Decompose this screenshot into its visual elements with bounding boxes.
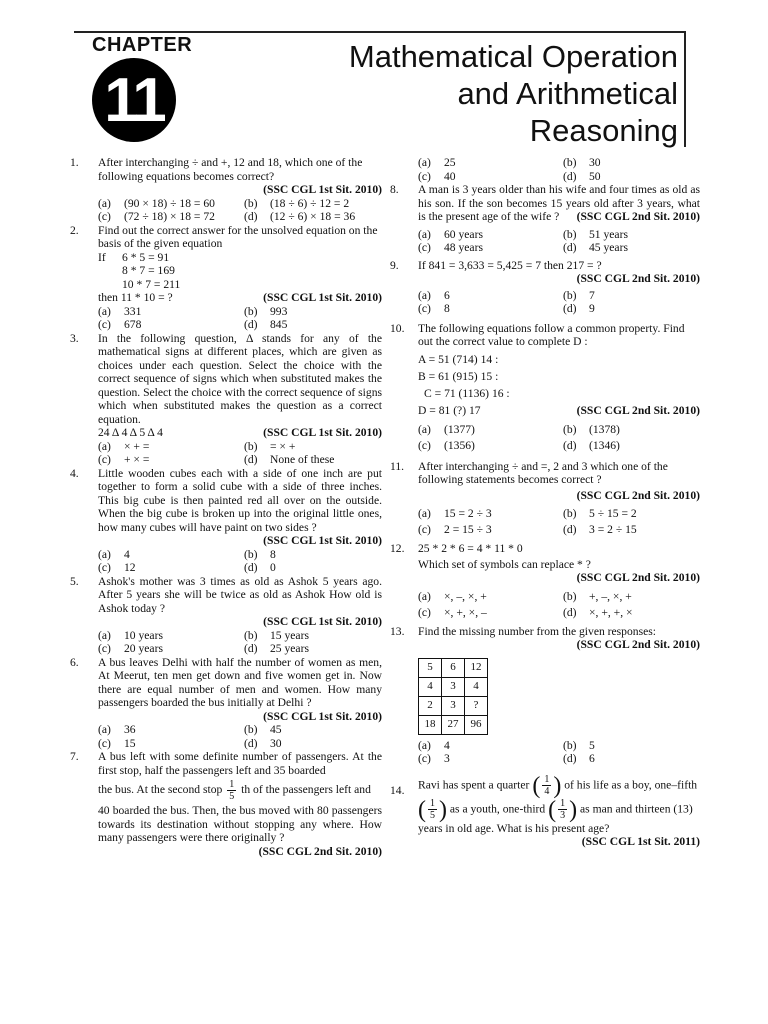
question-1 xyxy=(70,156,382,224)
question-text: A bus leaves Delhi with half the number of women as men, At Meerut, ten men get down and five women get in. Now there are equal number of men and women. How many passengers boarded the bus initially at Delhi ? xyxy=(98,655,382,709)
question-number: 14. xyxy=(390,783,405,797)
question-source: (SSC CGL 1st Sit. 2010) xyxy=(263,426,382,439)
option-a: (a) × + = xyxy=(98,439,150,453)
question-text: If 841 = 3,633 = 5,425 = 7 then 217 = ? xyxy=(418,258,602,272)
then-line xyxy=(98,291,382,305)
option-a: (a) 331 xyxy=(98,304,142,318)
options xyxy=(98,197,382,224)
option-d: (d) 845 xyxy=(244,318,288,331)
then-text: then 11 * 10 = ? xyxy=(98,291,173,304)
option-c: (c) (72 ÷ 18) × 18 = 72 xyxy=(98,210,215,223)
question-source: (SSC CGL 1st Sit. 2010) xyxy=(263,183,382,196)
option-c: (c) 20 years xyxy=(98,642,163,655)
option-d: (d) None of these xyxy=(244,453,335,466)
options xyxy=(418,739,700,766)
option-a: (a) (90 × 18) ÷ 18 = 60 xyxy=(98,196,215,210)
question-9 xyxy=(390,259,700,316)
equation-2: 8 * 7 = 169 xyxy=(122,264,175,277)
option-d: (d) 50 xyxy=(563,169,601,183)
fraction: $\frac{1}{5}$ xyxy=(229,779,235,802)
title-line-3: Reasoning xyxy=(529,113,678,148)
fraction-fifth: $\frac{1}{5}$ xyxy=(430,798,435,821)
options xyxy=(418,589,700,621)
question-12 xyxy=(390,542,700,621)
option-c: (c) 2 = 15 ÷ 3 xyxy=(418,523,492,536)
question-source: (SSC CGL 2nd Sit. 2010) xyxy=(576,488,700,502)
option-c: (c) (1356) xyxy=(418,438,475,452)
option-c: (c) 15 xyxy=(98,736,136,750)
question-text-1: A bus left with some definite number of passengers. At the first stop, half the passengers left and 35 boarded xyxy=(98,750,382,777)
grid-row: 4 3 4 xyxy=(419,677,488,696)
option-a: (a) 4 xyxy=(98,547,130,561)
question-7-options xyxy=(390,156,700,183)
question-number: 2. xyxy=(70,223,79,237)
equation-a: A = 51 (714) 14 : xyxy=(418,352,499,366)
options xyxy=(98,723,382,750)
chapter-title xyxy=(349,38,678,149)
chapter-label: CHAPTER xyxy=(92,34,193,56)
options xyxy=(418,422,700,454)
question-expression: 25 * 2 * 6 = 4 * 11 * 0 xyxy=(418,542,523,555)
question-text: Find out the correct answer for the unsolved equation on the basis of the given equation xyxy=(98,223,378,250)
question-text: After interchanging ÷ and +, 12 and 18, which one of the following equations becomes correct? xyxy=(98,156,363,183)
question-number: 11. xyxy=(390,459,405,473)
question-text: After interchanging ÷ and =, 2 and 3 which one of the following statements becomes correct ? xyxy=(418,459,668,486)
option-c: (c) 48 years xyxy=(418,241,483,254)
option-b: (b) 30 xyxy=(563,156,601,169)
grid-row: 5 6 12 xyxy=(419,658,488,677)
option-a: (a) 60 years xyxy=(418,227,483,241)
equation-block xyxy=(98,251,382,292)
question-text-2: the bus. At the second stop $\frac{1}{5}$ th of the passengers left and xyxy=(98,779,371,802)
fraction-third: $\frac{1}{3}$ xyxy=(560,798,566,821)
expression-line xyxy=(98,426,382,440)
header-top-rule xyxy=(74,31,686,33)
question-number: 4. xyxy=(70,466,79,480)
question-8 xyxy=(390,183,700,255)
title-line-1: Mathematical Operation xyxy=(348,39,678,74)
option-a: (a) (1377) xyxy=(418,422,475,436)
question-source: (SSC CGL 1st Sit. 2010) xyxy=(263,615,382,628)
chapter-number: 11 xyxy=(104,65,164,135)
option-b: (b) = × + xyxy=(244,439,296,453)
question-source: (SSC CGL 1st Sit. 2010) xyxy=(263,709,382,723)
question-source: (SSC CGL 2nd Sit. 2010) xyxy=(576,210,700,223)
equation-block xyxy=(418,351,700,419)
question-source: (SSC CGL 2nd Sit. 2010) xyxy=(576,272,700,285)
option-d: (d) 6 xyxy=(563,752,595,765)
question-line-1: Ravi has spent a quarter ( $\frac{1}{4}$ ) of his life as a boy, one–fifth xyxy=(418,772,698,799)
option-c: (c) 12 xyxy=(98,561,136,574)
question-source: (SSC CGL 1st Sit. 2011) xyxy=(581,835,700,848)
number-grid xyxy=(418,658,488,735)
question-number: 7. xyxy=(70,750,79,763)
option-d: (d) 45 years xyxy=(563,241,628,254)
expression: 24 Δ 4 Δ 5 Δ 4 xyxy=(98,426,163,439)
equation-3: 10 * 7 = 211 xyxy=(122,277,181,291)
question-text: In the following question, Δ stands for any of the mathematical signs at different places, which are given as choices under each question. Select the choice with the correct sequence of signs which when substituted makes the question. Select the choice with the correct sequence of signs which when substituted makes the question as a correct equation. xyxy=(98,331,382,426)
option-d: (d) 0 xyxy=(244,561,276,574)
question-source: (SSC CGL 2nd Sit. 2010) xyxy=(576,403,700,417)
question-number: 5. xyxy=(70,574,79,588)
question-text-3: 40 boarded the bus. Then, the bus moved with 80 passengers towards its destination without stopping any where. How many passengers were there originally ? xyxy=(98,804,382,844)
options xyxy=(98,629,382,656)
option-b: (b) 993 xyxy=(244,304,288,318)
equation-d-line xyxy=(418,402,700,419)
options xyxy=(418,156,700,183)
option-b: (b) (1378) xyxy=(563,422,620,436)
question-text: Ashok's mother was 3 times as old as Ashok 5 years ago. After 5 years she will be twice as old as Ashok How old is Ashok today ? xyxy=(98,574,382,615)
option-a: (a) ×, –, ×, + xyxy=(418,589,487,603)
options xyxy=(418,289,700,316)
question-13 xyxy=(390,625,700,766)
question-number: 9. xyxy=(390,258,399,272)
option-d: (d) 3 = 2 ÷ 15 xyxy=(563,523,637,536)
option-b: (b) +, –, ×, + xyxy=(563,589,632,603)
grid-row: 2 3 ? xyxy=(419,696,488,715)
question-number: 6. xyxy=(70,655,79,669)
option-b: (b) 5 xyxy=(563,738,595,752)
right-column xyxy=(390,156,700,849)
question-4 xyxy=(70,467,382,575)
question-source: (SSC CGL 1st Sit. 2010) xyxy=(263,291,382,304)
question-11 xyxy=(390,460,700,539)
option-d: (d) 9 xyxy=(563,302,595,315)
option-a: (a) 6 xyxy=(418,288,450,302)
question-number: 8. xyxy=(390,183,399,196)
option-a: (a) 4 xyxy=(418,738,450,752)
question-7 xyxy=(70,750,382,858)
question-source: (SSC CGL 2nd Sit. 2010) xyxy=(258,844,382,858)
option-b: (b) (18 ÷ 6) ÷ 12 = 2 xyxy=(244,196,350,210)
question-line-2: ( $\frac{1}{5}$ ) as a youth, one-third ( $\frac{1}{3}$ ) as man and thirteen (13) xyxy=(418,796,693,823)
question-number: 13. xyxy=(390,624,405,638)
question-10 xyxy=(390,322,700,454)
question-text: A man is 3 years older than his wife and four times as old as his son. If the son becomes 15 years old after 3 years, what is the present age of the wife ? (SSC CGL 2nd Sit. 2010) xyxy=(418,183,700,223)
question-14 xyxy=(390,774,700,849)
equation-b: B = 61 (915) 15 : xyxy=(418,369,499,383)
equation-1: 6 * 5 = 91 xyxy=(122,250,170,264)
option-c: (c) ×, +, ×, – xyxy=(418,605,487,619)
option-a: (a) 15 = 2 ÷ 3 xyxy=(418,507,492,520)
header-right-rule xyxy=(684,31,686,147)
left-column xyxy=(70,156,382,858)
question-6 xyxy=(70,656,382,751)
question-source: (SSC CGL 1st Sit. 2010) xyxy=(263,534,382,547)
option-b: (b) 51 years xyxy=(563,227,628,241)
question-source: (SSC CGL 2nd Sit. 2010) xyxy=(576,638,700,651)
option-b: (b) 5 ÷ 15 = 2 xyxy=(563,507,637,520)
option-b: (b) 8 xyxy=(244,547,276,561)
chapter-number-badge xyxy=(92,58,176,142)
question-text: Find the missing number from the given responses: xyxy=(418,624,656,638)
option-c: (c) 678 xyxy=(98,318,142,331)
question-source: (SSC CGL 2nd Sit. 2010) xyxy=(576,571,700,584)
question-line-3: years in old age. What is his present age? xyxy=(418,821,610,835)
equation-c: C = 71 (1136) 16 : xyxy=(424,386,510,400)
question-2 xyxy=(70,224,382,332)
option-c: (c) + × = xyxy=(98,453,150,466)
option-c: (c) 8 xyxy=(418,302,450,315)
option-b: (b) 7 xyxy=(563,288,595,302)
equation-d: D = 81 (?) 17 xyxy=(418,403,481,417)
option-d: (d) (1346) xyxy=(563,438,620,452)
option-a: (a) 36 xyxy=(98,723,136,736)
option-a: (a) 25 xyxy=(418,156,456,169)
options xyxy=(418,228,700,255)
question-number: 10. xyxy=(390,321,405,335)
options xyxy=(418,506,700,538)
options xyxy=(98,305,382,332)
options xyxy=(98,440,382,467)
option-d: (d) (12 ÷ 6) × 18 = 36 xyxy=(244,210,356,223)
options xyxy=(98,548,382,575)
option-a: (a) 10 years xyxy=(98,628,163,642)
option-d: (d) 30 xyxy=(244,736,282,750)
question-text: The following equations follow a common property. Find out the correct value to complete D : xyxy=(418,321,685,348)
option-b: (b) 15 years xyxy=(244,628,309,642)
fraction-quarter: $\frac{1}{4}$ xyxy=(544,774,550,797)
question-number: 1. xyxy=(70,156,79,169)
title-line-2: and Arithmetical xyxy=(457,76,678,111)
option-d: (d) 25 years xyxy=(244,642,309,655)
question-number: 12. xyxy=(390,542,405,555)
option-d: (d) ×, +, +, × xyxy=(563,605,633,619)
question-text: Little wooden cubes each with a side of one inch are put together to form a solid cube with a side of three inches. This big cube is then painted red all over on the outside. When the big cube is broken up into the original little ones, how many cubes will have paint on two sides ? xyxy=(98,466,382,534)
question-text: Which set of symbols can replace * ? xyxy=(418,557,591,571)
question-number: 3. xyxy=(70,331,79,345)
grid-row: 18 27 96 xyxy=(419,715,488,734)
option-c: (c) 40 xyxy=(418,169,456,183)
option-b: (b) 45 xyxy=(244,723,282,736)
question-3 xyxy=(70,332,382,467)
option-c: (c) 3 xyxy=(418,752,450,765)
question-5 xyxy=(70,575,382,656)
if-label: If xyxy=(98,250,106,264)
